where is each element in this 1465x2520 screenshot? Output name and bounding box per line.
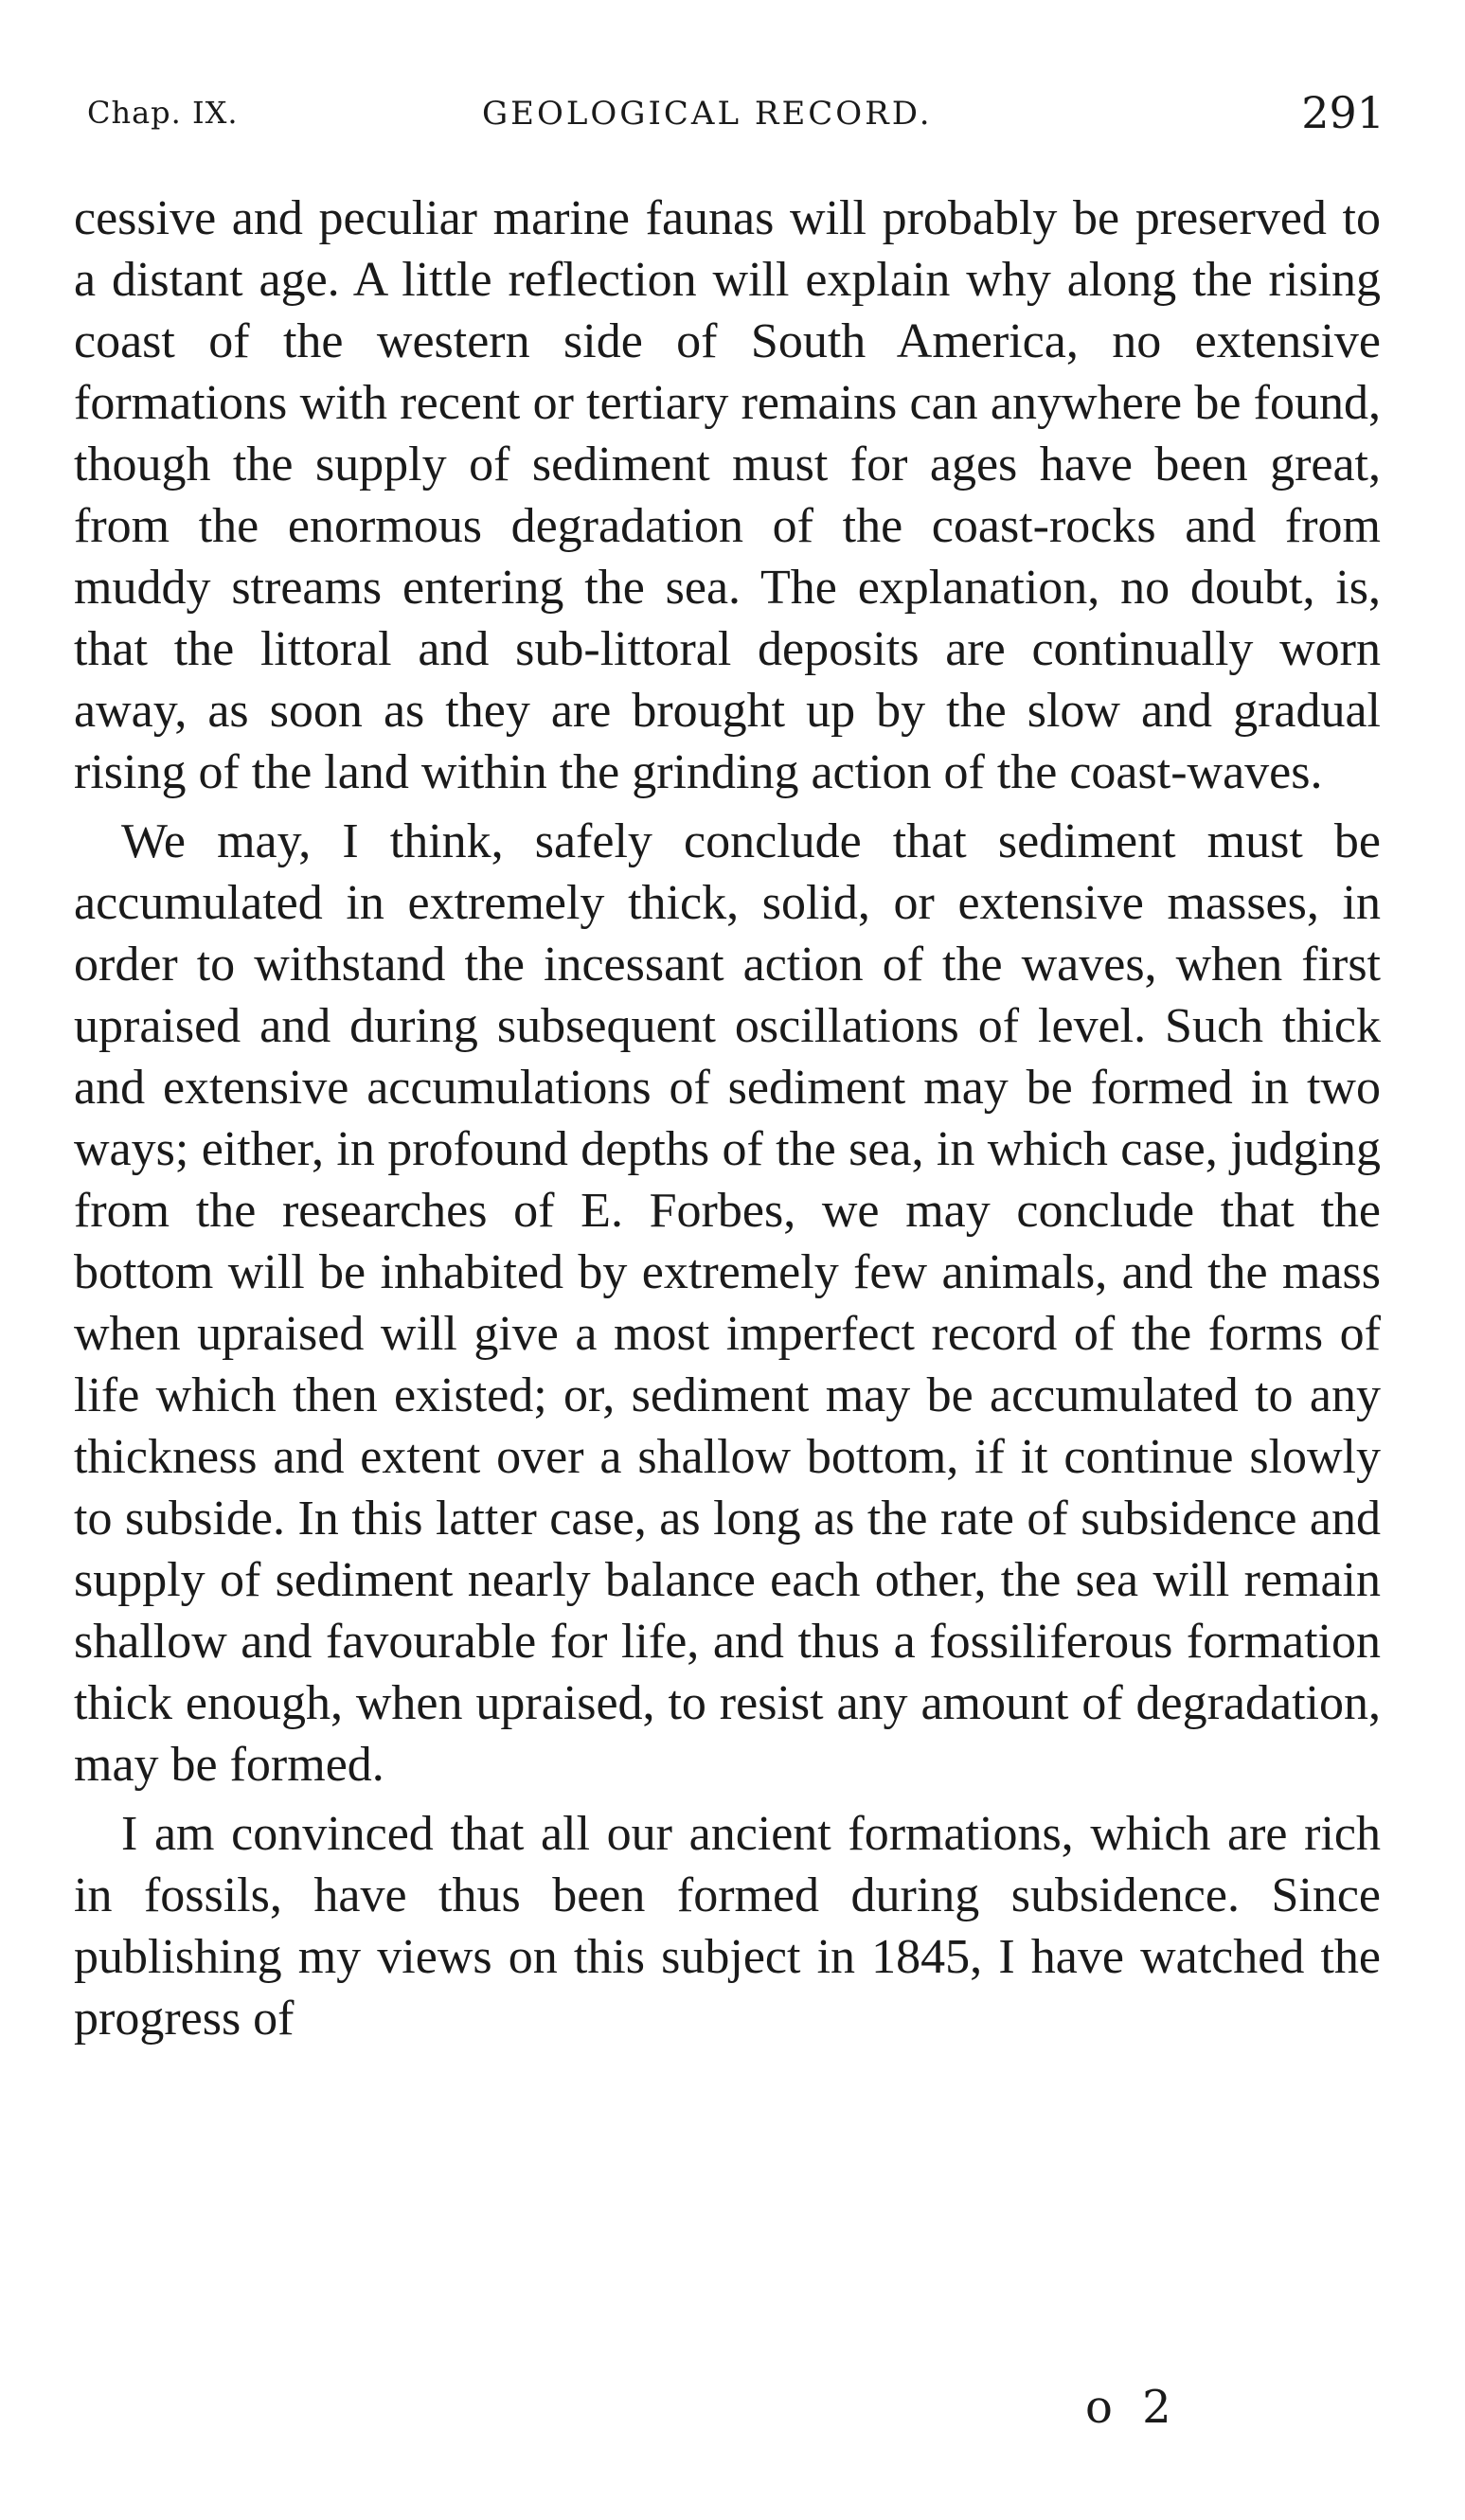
paragraph: We may, I think, safely conclude that sediment must be accumulated in extremely thick, solid, or extensive masses, in order to withstand the incessant action of the waves, when first upraised and during subsequent oscillations of level. Such thick and extensive accumulations of sediment may be formed in two ways; either, in profound depths of the sea, in which case, judging from the researches of E. Forbes, we may conclude that the bottom will be inhabited by extremely few animals, and the mass when upraised will give a most imperfect record of the forms of life which then existed; or, sediment may be accumulated to any thickness and extent over a shallow bottom, if it continue slowly to subside. In this latter case, as long as the rate of subsidence and supply of sediment nearly balance each other, the sea will remain shallow and favourable for life, and thus a fossiliferous formation thick enough, when upraised, to resist any amount of degradation, may be formed. [74,814,1381,1792]
page-number: 291 [1301,87,1385,138]
signature-mark: o 2 [1085,2381,1179,2434]
running-title: GEOLOGICAL RECORD. [482,95,933,133]
running-head [87,87,1385,144]
paragraph-continued: cessive and peculiar marine faunas will probably be preserved to a distant age. A little reflection will explain why along the rising coast of the western side of South America, no extensive formations with recent or tertiary remains can anywhere be found, though the supply of sediment must for ages have been great, from the enormous degradation of the coast-rocks and from muddy streams entering the sea. The explanation, no doubt, is, that the littoral and sub-littoral deposits are continually worn away, as soon as they are brought up by the slow and gradual rising of the land within the grinding action of the coast-waves. [74,191,1381,799]
chapter-label: Chap. IX. [87,95,239,131]
body-text [74,188,1381,2049]
paragraph: I am convinced that all our ancient formations, which are rich in fossils, have thus been formed during subsidence. Since publishing my views on this subject in 1845, I have watched the progress of [74,1807,1381,2046]
